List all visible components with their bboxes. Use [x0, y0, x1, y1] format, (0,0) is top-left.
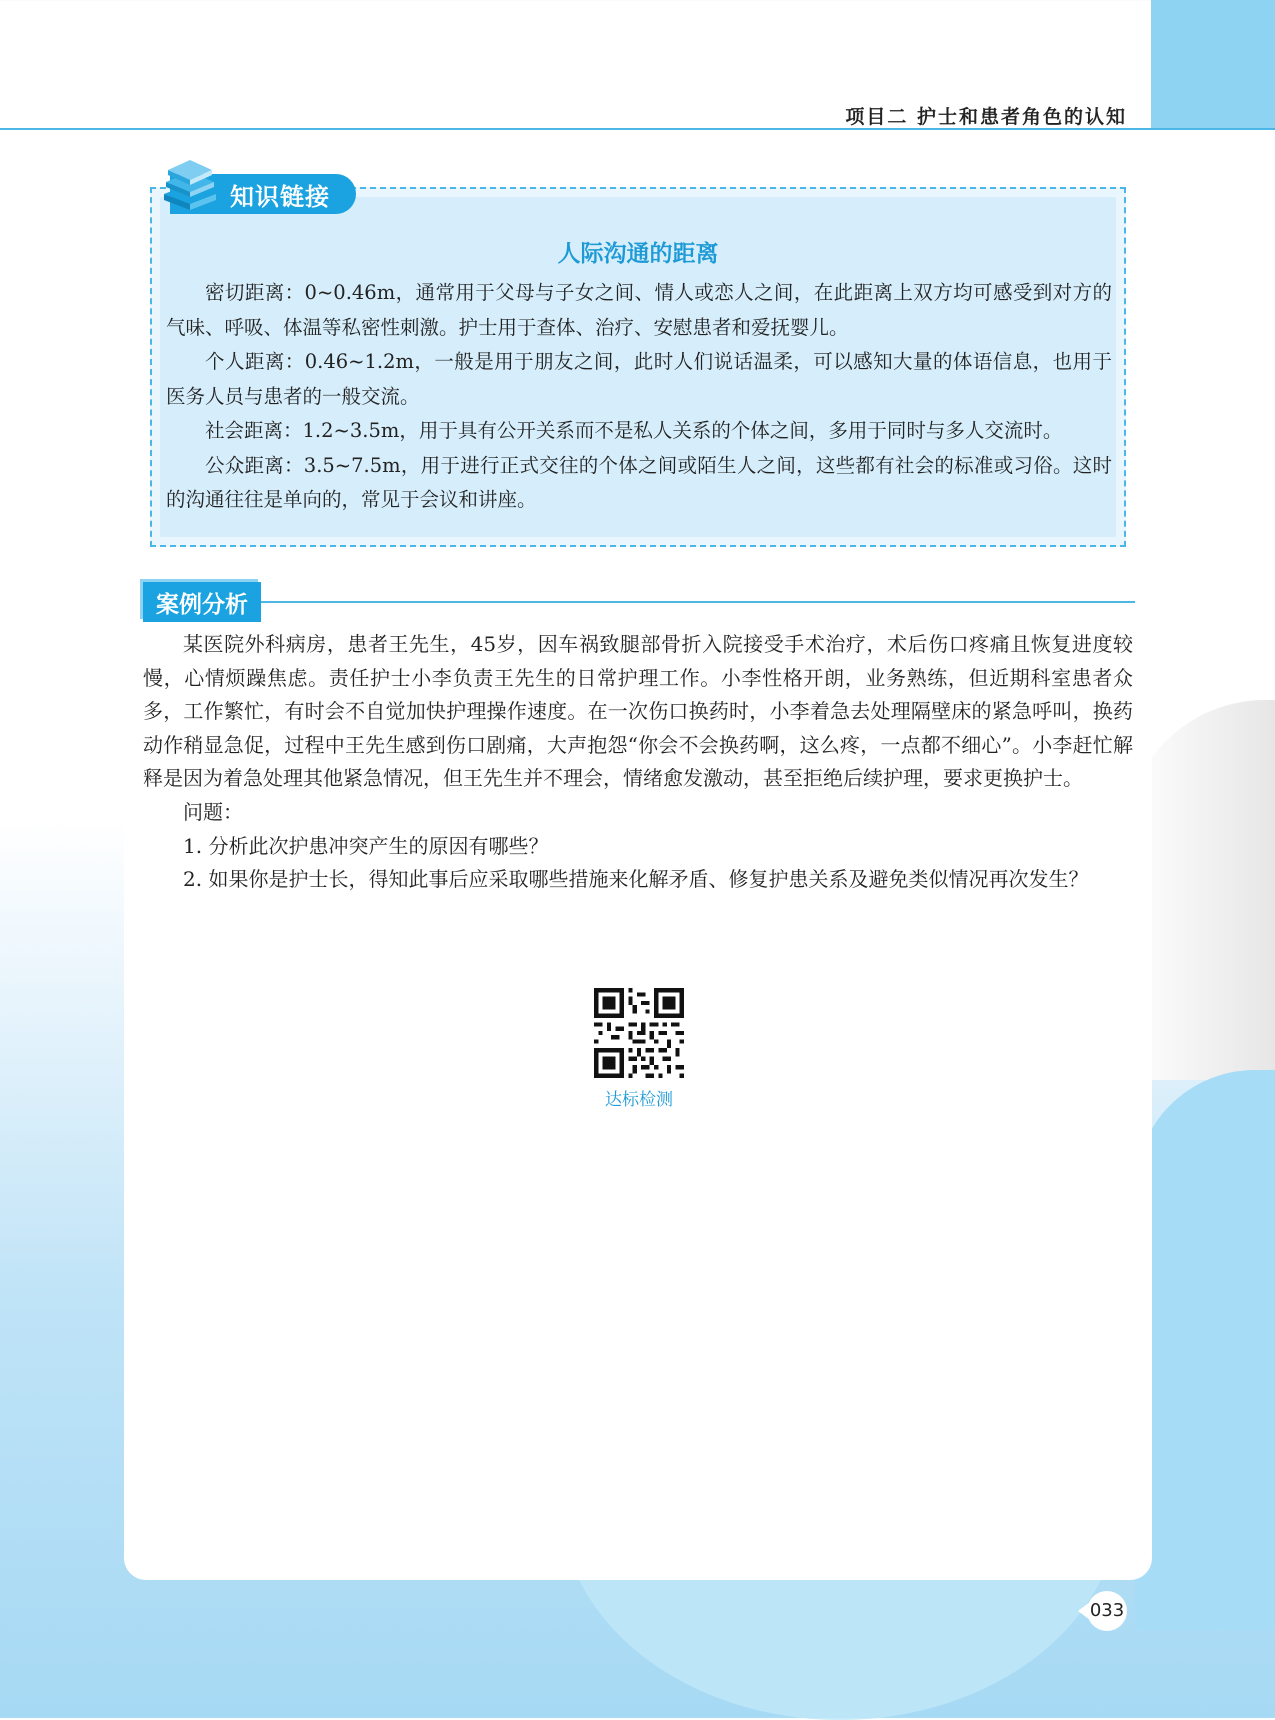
knowledge-link-title: 人际沟通的距离	[557, 241, 719, 267]
case-paragraph: 某医院外科病房，患者王先生，45岁，因车祸致腿部骨折入院接受手术治疗，术后伤口疼痛且恢复进度较慢，心情烦躁焦虑。责任护士小李负责王先生的日常护理工作。小李性格开朗，业务熟练，但近期科室患者众多，工作繁忙，有时会不自觉加快护理操作速度。在一次伤口换药时，小李着急去处理隔壁床的紧急呼叫，换药动作稍显急促，过程中王先生感到伤口剧痛，大声抱怨“你会不会换药啊，这么疼，一点都不细心”。小李赶忙解释是因为着急处理其他紧急情况，但王先生并不理会，情绪愈发激动，甚至拒绝后续护理，要求更换护士。	[143, 632, 1133, 791]
paragraph: 密切距离：0~0.46m，通常用于父母与子女之间、情人或恋人之间，在此距离上双方均可感受到对方的气味、呼吸、体温等私密性刺激。护士用于查体、治疗、安慰患者和爱抚婴儿。	[166, 281, 1112, 339]
qr-code-label: 达标检测	[605, 1090, 673, 1110]
running-header: 项目二 护士和患者角色的认知	[845, 106, 1127, 128]
paragraph: 个人距离：0.46~1.2m，一般是用于朋友之间，此时人们说话温柔，可以感知大量的体语信息，也用于医务人员与患者的一般交流。	[166, 350, 1112, 408]
case-header-rule	[261, 601, 1135, 603]
page-number: 033	[1089, 1600, 1125, 1621]
knowledge-link-label: 知识链接	[230, 182, 330, 211]
case-analysis-header	[143, 582, 1135, 622]
header-color-strip	[1151, 0, 1275, 130]
case-analysis-body	[143, 628, 1133, 897]
question-item: 1. 分析此次护患冲突产生的原因有哪些？	[183, 833, 549, 858]
question-item: 2. 如果你是护士长，得知此事后应采取哪些措施来化解矛盾、修复护患关系及避免类似情况再次发生？	[183, 867, 1089, 892]
paragraph: 社会距离：1.2~3.5m，用于具有公开关系而不是私人关系的个体之间，多用于同时与多人交流时。	[205, 419, 1063, 442]
books-icon	[158, 150, 222, 214]
background-blue-shape	[1135, 1070, 1275, 1630]
question-heading: 问题：	[183, 799, 243, 824]
knowledge-link-body	[166, 276, 1112, 518]
qr-code-icon[interactable]	[594, 988, 684, 1078]
case-analysis-tab: 案例分析	[143, 582, 261, 622]
paragraph: 公众距离：3.5~7.5m，用于进行正式交往的个体之间或陌生人之间，这些都有社会的标准或习俗。这时的沟通往往是单向的，常见于会议和讲座。	[166, 453, 1112, 511]
